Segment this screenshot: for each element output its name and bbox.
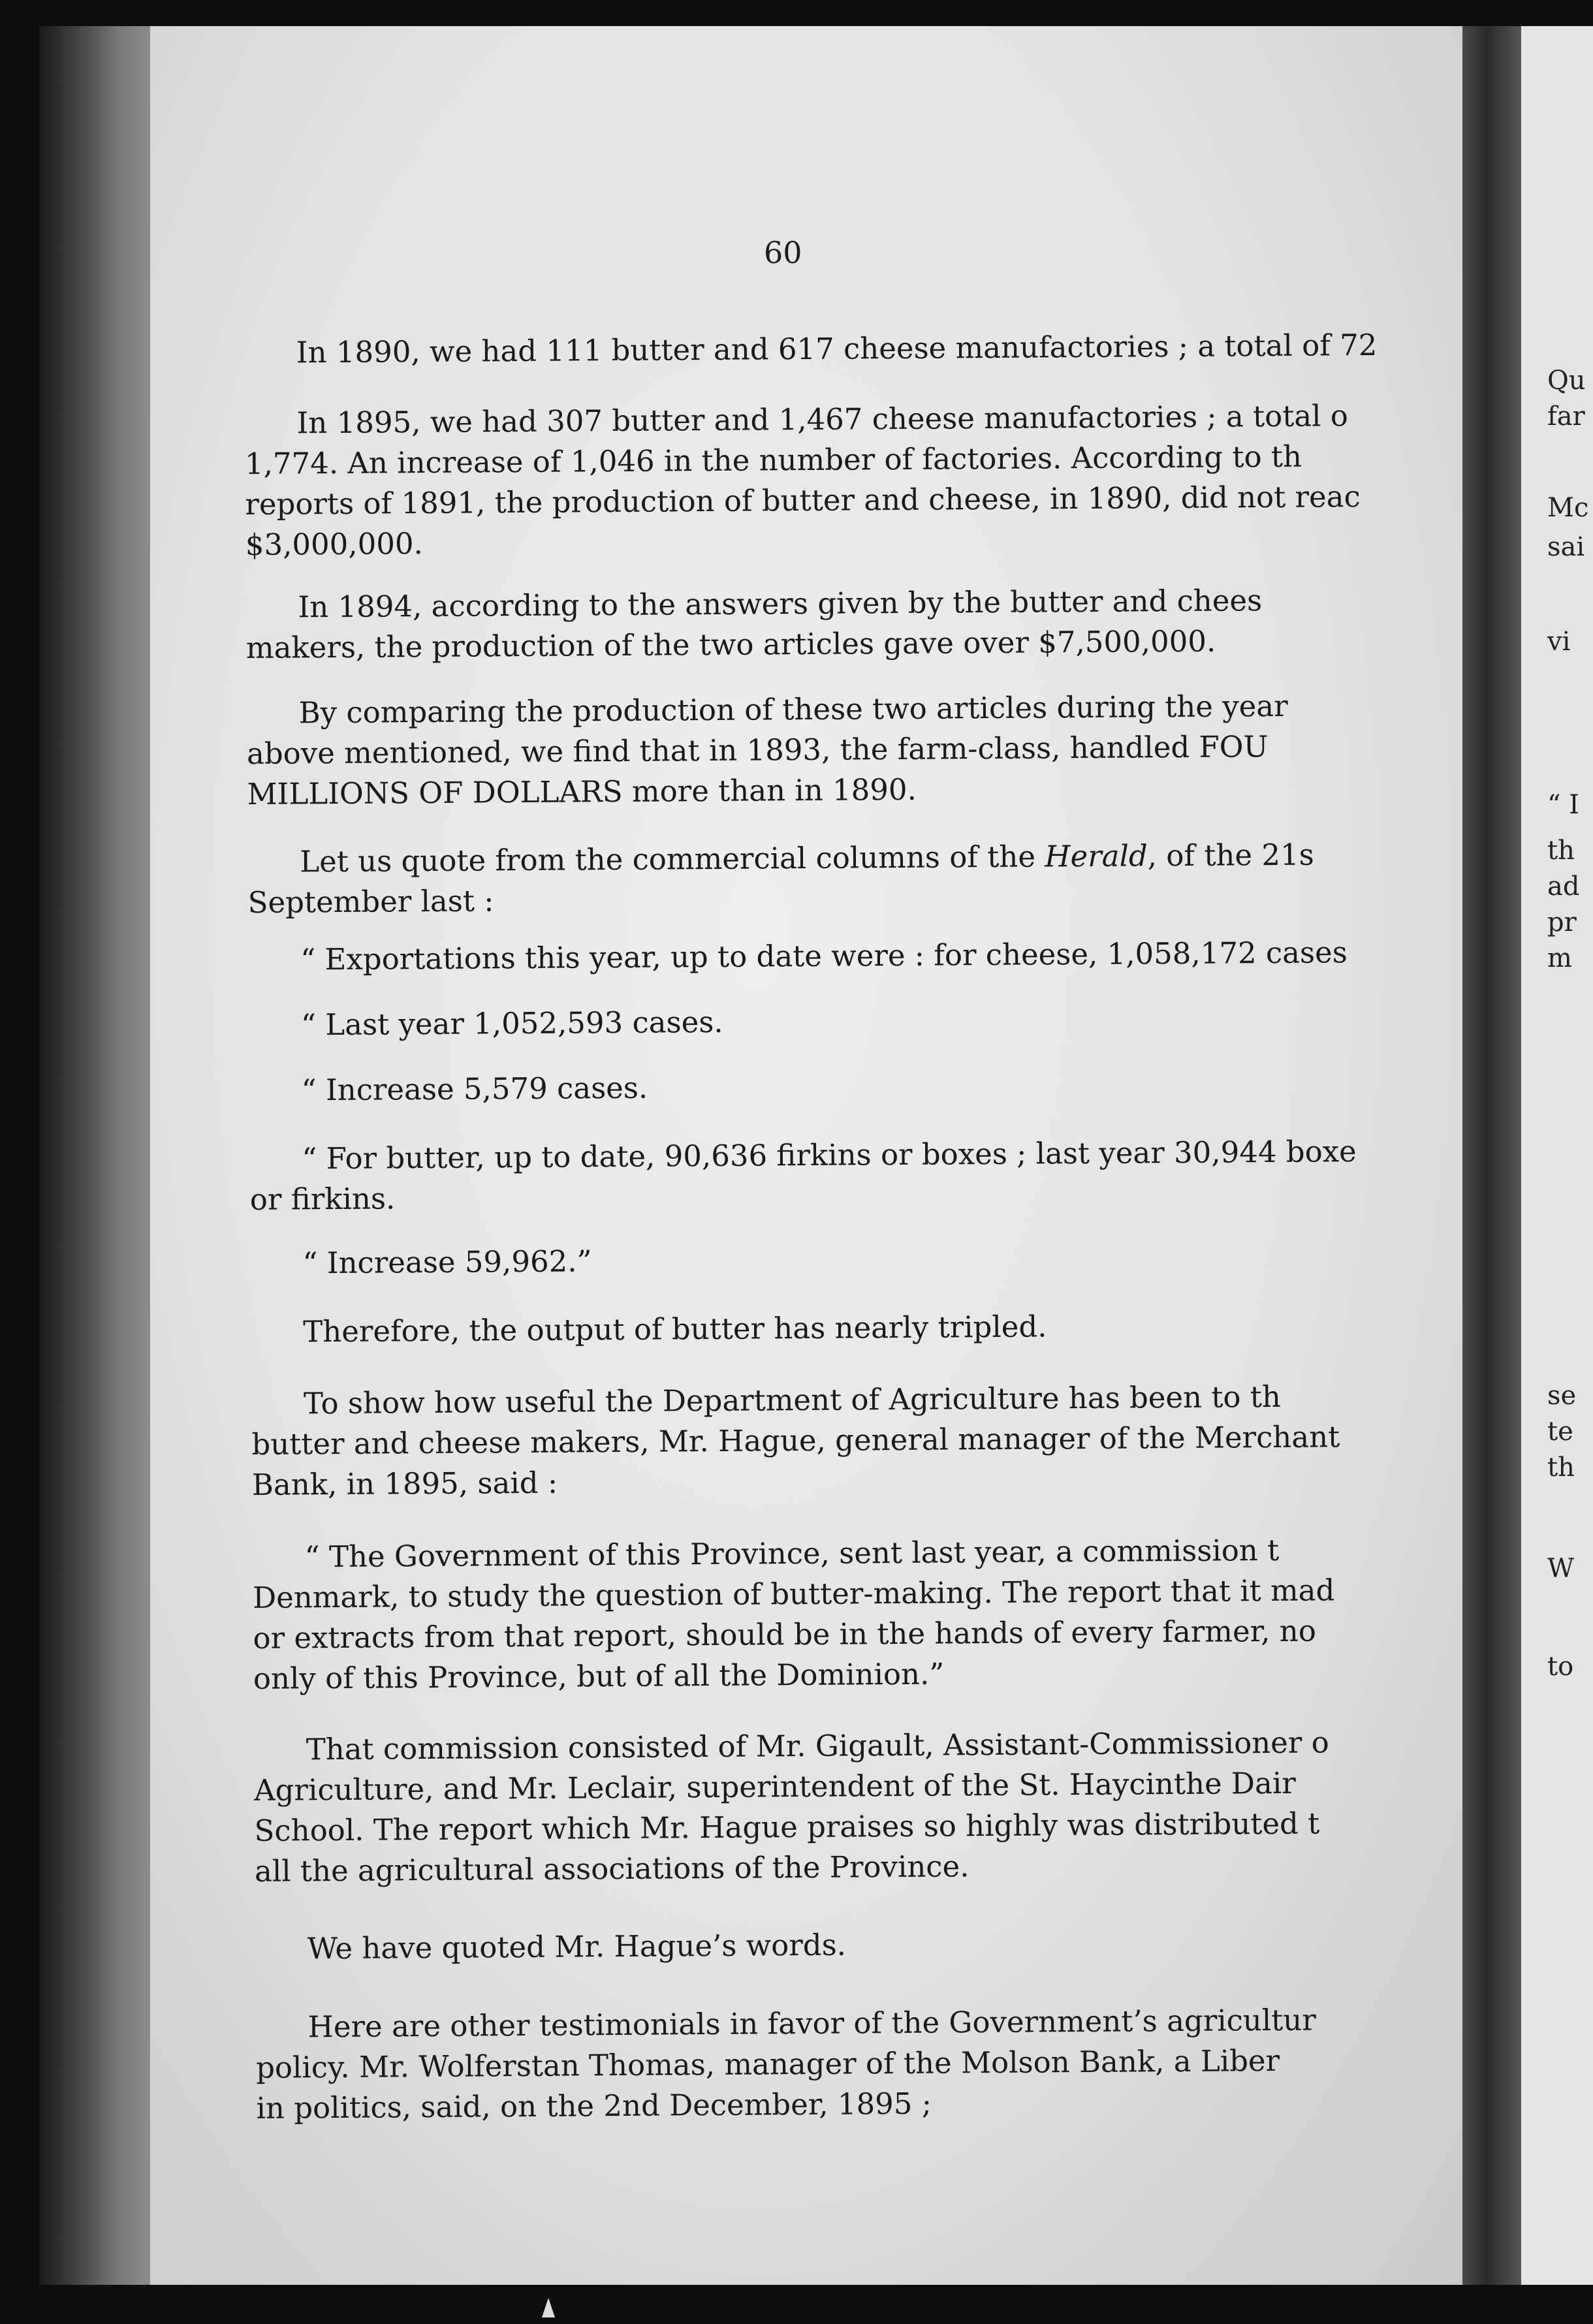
paragraph-line: reports of 1891, the production of butter and cheese, in 1890, did not reac <box>245 479 1361 522</box>
quote-line: or firkins. <box>249 1181 396 1217</box>
facing-page-fragment: m <box>1547 943 1572 973</box>
facing-page-fragment: th <box>1547 1452 1575 1483</box>
quote-line: only of this Province, but of all the Dominion.” <box>253 1656 945 1696</box>
paragraph-line: MILLIONS OF DOLLARS more than in 1890. <box>247 772 917 811</box>
paragraph: In 1890, we had 111 butter and 617 cheese manufactories ; a total of 72 <box>296 327 1378 370</box>
facing-page-fragment: Mc <box>1547 493 1589 523</box>
paragraph-line: 1,774. An increase of 1,046 in the number of factories. According to th <box>244 439 1302 481</box>
paragraph-line: Agriculture, and Mr. Leclair, superintendent of the St. Haycinthe Dair <box>253 1765 1296 1808</box>
quote-line: or extracts from that report, should be in the hands of every farmer, no <box>253 1613 1317 1656</box>
paragraph-line: all the agricultural associations of the Province. <box>254 1849 970 1889</box>
facing-page-fragment: vi <box>1547 627 1571 657</box>
facing-page-fragment: Qu <box>1547 366 1586 396</box>
quote-line: “ Exportations this year, up to date were : for cheese, 1,058,172 cases <box>300 935 1348 977</box>
scan-mark <box>542 2298 555 2317</box>
paragraph-line: By comparing the production of these two articles during the year <box>298 688 1288 730</box>
paragraph: We have quoted Mr. Hague’s words. <box>307 1927 847 1966</box>
facing-page-fragment: far <box>1547 401 1585 432</box>
paragraph-line: $3,000,000. <box>245 526 423 562</box>
facing-page-fragment: pr <box>1547 907 1577 937</box>
facing-page-fragment: se <box>1547 1381 1577 1411</box>
facing-page-fragment: te <box>1547 1417 1573 1447</box>
paragraph-line: policy. Mr. Wolferstan Thomas, manager of the Molson Bank, a Liber <box>255 2043 1280 2085</box>
facing-page-fragment: ad <box>1547 872 1580 902</box>
paragraph-line: In 1895, we had 307 butter and 1,467 cheese manufactories ; a total o <box>296 398 1349 441</box>
facing-page-fragment: to <box>1547 1652 1574 1682</box>
quote-line: “ For butter, up to date, 90,636 firkins or boxes ; last year 30,944 boxe <box>302 1134 1357 1176</box>
facing-page-fragment: “ I <box>1547 790 1579 820</box>
quote-line: “ Increase 59,962.” <box>302 1244 592 1281</box>
quote-line: “ The Government of this Province, sent last year, a commission t <box>304 1532 1280 1575</box>
text-run: , of the 21s <box>1147 837 1314 873</box>
paragraph-line: Here are other testimonials in favor of the Government’s agricultur <box>308 2002 1316 2045</box>
quote-line: Denmark, to study the question of butter-making. The report that it mad <box>252 1573 1335 1615</box>
paragraph-line: Bank, in 1895, said : <box>251 1465 558 1502</box>
newspaper-title: Herald <box>1045 838 1148 874</box>
paragraph-line: To show how useful the Department of Agriculture has been to th <box>303 1379 1282 1421</box>
quote-line: “ Increase 5,579 cases. <box>301 1070 648 1108</box>
paragraph-line: in politics, said, on the 2nd December, 1895 ; <box>256 2086 932 2126</box>
paragraph-line: September last : <box>247 883 494 920</box>
facing-page-fragment: W <box>1547 1554 1575 1584</box>
paragraph: Therefore, the output of butter has nearly tripled. <box>303 1309 1047 1349</box>
quote-line: “ Last year 1,052,593 cases. <box>300 1004 723 1043</box>
paragraph-line: In 1894, according to the answers given by the butter and chees <box>298 583 1263 625</box>
paragraph-line: butter and cheese makers, Mr. Hague, general manager of the Merchant <box>251 1419 1340 1462</box>
facing-page-fragment: sai <box>1547 532 1585 562</box>
paragraph-line: School. The report which Mr. Hague praises so highly was distributed t <box>254 1806 1320 1848</box>
page-number: 60 <box>764 235 802 270</box>
paragraph-line: makers, the production of the two articles gave over $7,500,000. <box>245 623 1216 665</box>
paragraph-line: That commission consisted of Mr. Gigault, Assistant-Commissioner o <box>306 1725 1329 1767</box>
facing-page-fragment: th <box>1547 836 1575 866</box>
paragraph-line: above mentioned, we find that in 1893, the farm-class, handled FOU <box>246 729 1269 771</box>
text-run: Let us quote from the commercial columns of the <box>300 839 1045 879</box>
